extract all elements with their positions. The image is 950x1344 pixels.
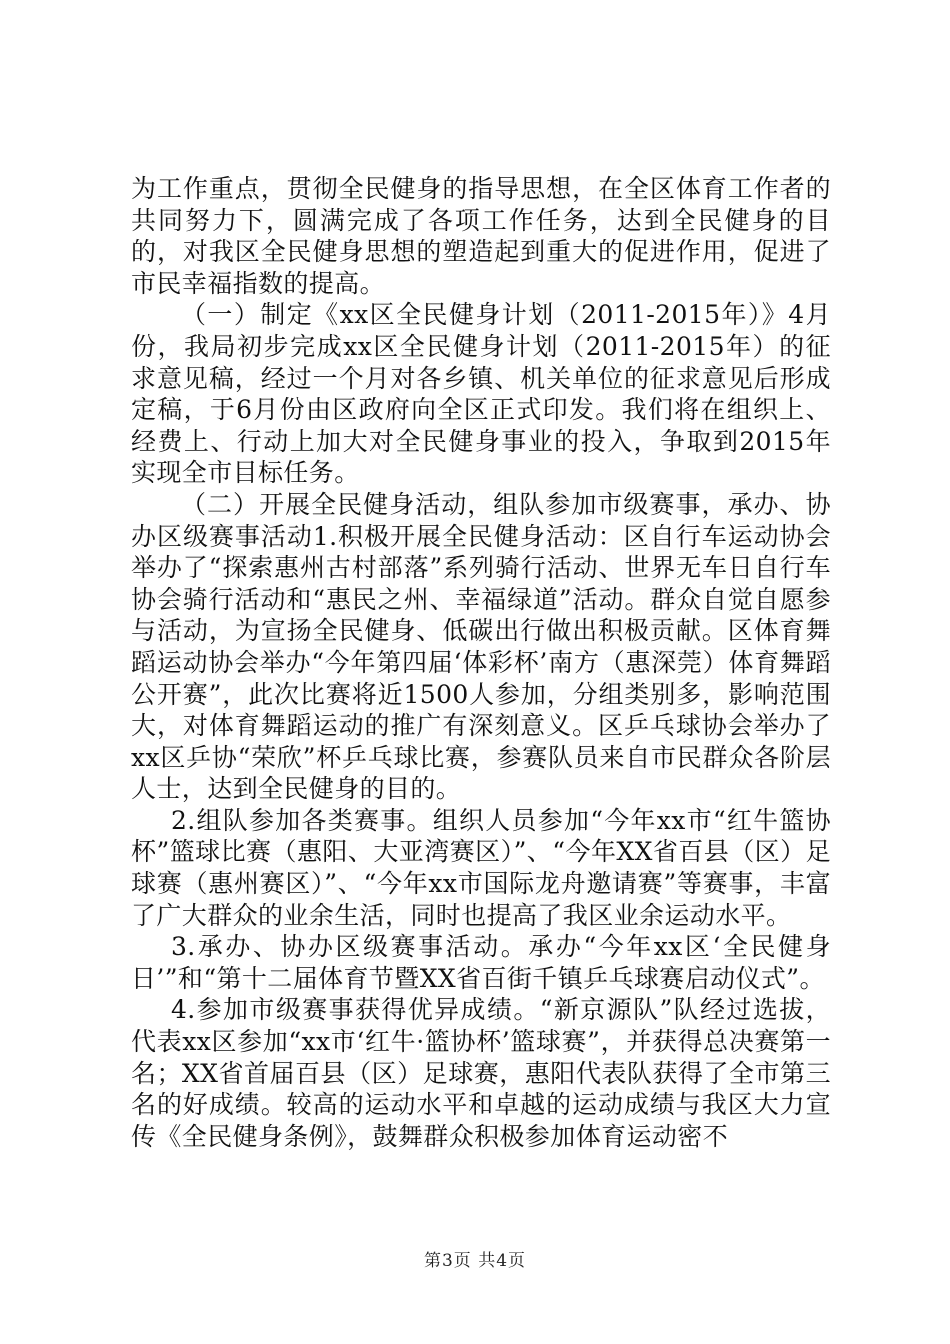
paragraph-intro: 为工作重点，贯彻全民健身的指导思想，在全区体育工作者的共同努力下，圆满完成了各项工作任务，达到全民健身的目的，对我区全民健身思想的塑造起到重大的促进作用，促进了市民幸福指数的提高。: [131, 174, 831, 298]
paragraph-item-4: 4.参加市级赛事获得优异成绩。“新京源队”队经过选拔，代表xx区参加“xx市‘红牛·篮协杯’篮球赛”，并获得总决赛第一名；XX省首届百县（区）足球赛，惠阳代表队获得了全市第三名的好成绩。较高的运动水平和卓越的运动成绩与我区大力宣传《全民健身条例》，鼓舞群众积极参加体育运动密不: [131, 995, 831, 1151]
paragraph-section-1: （一）制定《xx区全民健身计划（2011-2015年）》4月份，我局初步完成xx区全民健身计划（2011-2015年）的征求意见稿，经过一个月对各乡镇、机关单位的征求意见后形成定稿，于6月份由区政府向全区正式印发。我们将在组织上、经费上、行动上加大对全民健身事业的投入，争取到2015年实现全市目标任务。: [131, 300, 831, 488]
document-body: [131, 173, 831, 1152]
page-footer: 第3页 共4页: [423, 1251, 527, 1271]
paragraph-item-2: 2.组队参加各类赛事。组织人员参加“今年xx市“红牛篮协杯”篮球比赛（惠阳、大亚湾赛区）”、“今年XX省百县（区）足球赛（惠州赛区）”、“今年xx市国际龙舟邀请赛”等赛事，丰富了广大群众的业余生活，同时也提高了我区业余运动水平。: [131, 805, 831, 930]
paragraph-section-2: （二）开展全民健身活动，组队参加市级赛事，承办、协办区级赛事活动1.积极开展全民健身活动：区自行车运动协会举办了“探索惠州古村部落”系列骑行活动、世界无车日自行车协会骑行活动和“惠民之州、幸福绿道”活动。群众自觉自愿参与活动，为宣扬全民健身、低碳出行做出积极贡献。区体育舞蹈运动协会举办“今年第四届‘体彩杯’南方（惠深莞）体育舞蹈公开赛”，此次比赛将近1500人参加，分组类别多，影响范围大，对体育舞蹈运动的推广有深刻意义。区乒乓球协会举办了xx区乒协“荣欣”杯乒乓球比赛，参赛队员来自市民群众各阶层人士，达到全民健身的目的。: [131, 489, 831, 804]
paragraph-item-3: 3.承办、协办区级赛事活动。承办“今年xx区‘全民健身日’”和“第十二届体育节暨XX省百街千镇乒乓球赛启动仪式”。: [131, 932, 831, 993]
